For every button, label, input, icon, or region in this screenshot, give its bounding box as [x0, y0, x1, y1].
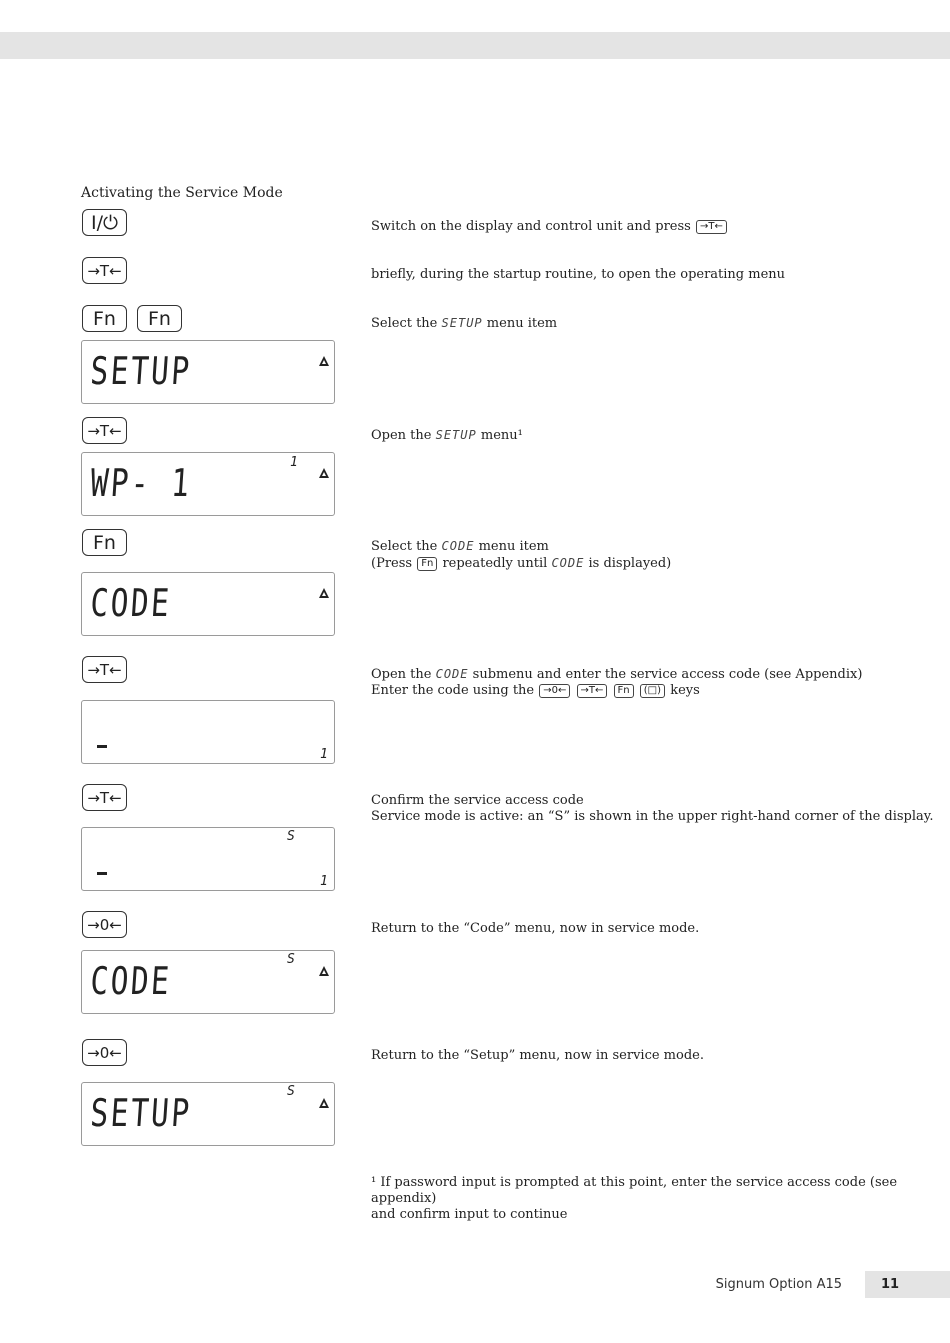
- header-band: [0, 32, 950, 59]
- step-3-post: menu item: [486, 316, 558, 331]
- step-5-line2-mid: repeatedly until: [442, 556, 548, 571]
- tare-key-icon: →T←: [82, 656, 127, 683]
- step-7-line1: Confirm the service access code: [371, 793, 584, 808]
- step-5-line2-lcd-word: CODE: [551, 556, 585, 570]
- step-5-text: [371, 538, 671, 572]
- warning-triangle-icon: [319, 468, 329, 478]
- display-text: WP- 1: [88, 461, 193, 505]
- step-5-line2-pre: (Press: [371, 556, 413, 571]
- step-3-text: [371, 315, 557, 332]
- entry-cursor: [97, 745, 107, 748]
- warning-triangle-icon: [319, 588, 329, 598]
- step-4-text: [371, 427, 523, 444]
- tare-key-icon: →T←: [577, 684, 608, 698]
- step-6-line2-pre: Enter the code using the: [371, 683, 535, 698]
- display-service-entry: [81, 827, 335, 891]
- step-4-pre: Open the: [371, 428, 432, 443]
- zero-key-icon: →0←: [82, 911, 127, 938]
- display-code-service: [81, 950, 335, 1014]
- display-wp1: [81, 452, 335, 516]
- step-6-pre: Open the: [371, 667, 432, 682]
- zero-key-icon: →0←: [82, 1039, 127, 1066]
- warning-triangle-icon: [319, 966, 329, 976]
- step-6-lcd-word: CODE: [435, 667, 469, 681]
- display-index: 1: [290, 455, 298, 470]
- warning-triangle-icon: [319, 356, 329, 366]
- step-7-line2: Service mode is active: an “S” is shown in the upper right-hand corner of the display.: [371, 809, 934, 824]
- step-6-post: submenu and enter the service access code (see Appendix): [472, 667, 863, 682]
- service-flag: S: [287, 1084, 295, 1099]
- tare-key-icon: →T←: [82, 417, 127, 444]
- power-key-icon: I/⏻: [82, 209, 127, 236]
- fn-key-icon: Fn: [82, 529, 127, 556]
- display-text: SETUP: [88, 1091, 193, 1135]
- zero-key-icon: →0←: [539, 684, 570, 698]
- step-1-text: [371, 219, 728, 235]
- print-key-icon: (□): [640, 684, 665, 698]
- step-4-post: menu¹: [480, 428, 523, 443]
- fn-key-icon: Fn: [417, 557, 437, 571]
- footnote: [371, 1175, 911, 1223]
- step-5-pre: Select the: [371, 539, 438, 554]
- step-3-pre: Select the: [371, 316, 438, 331]
- tare-key-icon: →T←: [82, 784, 127, 811]
- fn-key-icon: Fn: [137, 305, 182, 332]
- step-2-text: briefly, during the startup routine, to open the operating menu: [371, 267, 786, 282]
- warning-triangle-icon: [319, 1098, 329, 1108]
- display-code-entry: [81, 700, 335, 764]
- step-6-line2-post: keys: [670, 683, 700, 698]
- step-9-text: Return to the “Setup” menu, now in service mode.: [371, 1048, 704, 1063]
- section-heading: Activating the Service Mode: [81, 185, 283, 201]
- fn-key-icon: Fn: [82, 305, 127, 332]
- step-5-post: menu item: [478, 539, 549, 554]
- step-5-line2-post: is displayed): [588, 556, 672, 571]
- display-text: CODE: [88, 581, 173, 625]
- display-setup-service: [81, 1082, 335, 1146]
- footer-title: Signum Option A15: [715, 1277, 842, 1292]
- footnote-line2: and confirm input to continue: [371, 1207, 568, 1222]
- step-7-text: [371, 793, 934, 825]
- tare-key-icon: →T←: [82, 257, 127, 284]
- entry-cursor: [97, 872, 107, 875]
- step-1-label: Switch on the display and control unit and press: [371, 219, 691, 234]
- step-4-lcd-word: SETUP: [435, 428, 477, 442]
- service-flag: S: [287, 952, 295, 967]
- display-text: CODE: [88, 959, 173, 1003]
- step-8-text: Return to the “Code” menu, now in service mode.: [371, 921, 700, 936]
- display-index: 1: [320, 874, 328, 889]
- page-number: 11: [865, 1271, 950, 1298]
- fn-key-icon: Fn: [614, 684, 634, 698]
- step-5-lcd-word: CODE: [441, 539, 475, 553]
- service-flag: S: [287, 829, 295, 844]
- display-setup: [81, 340, 335, 404]
- display-text: SETUP: [88, 349, 193, 393]
- display-index: 1: [320, 747, 328, 762]
- footnote-line1: ¹ If password input is prompted at this point, enter the service access code (see appendix): [371, 1175, 898, 1206]
- step-6-text: [371, 666, 862, 699]
- tare-key-icon: →T←: [696, 220, 727, 234]
- display-code: [81, 572, 335, 636]
- step-3-lcd-word: SETUP: [441, 316, 483, 330]
